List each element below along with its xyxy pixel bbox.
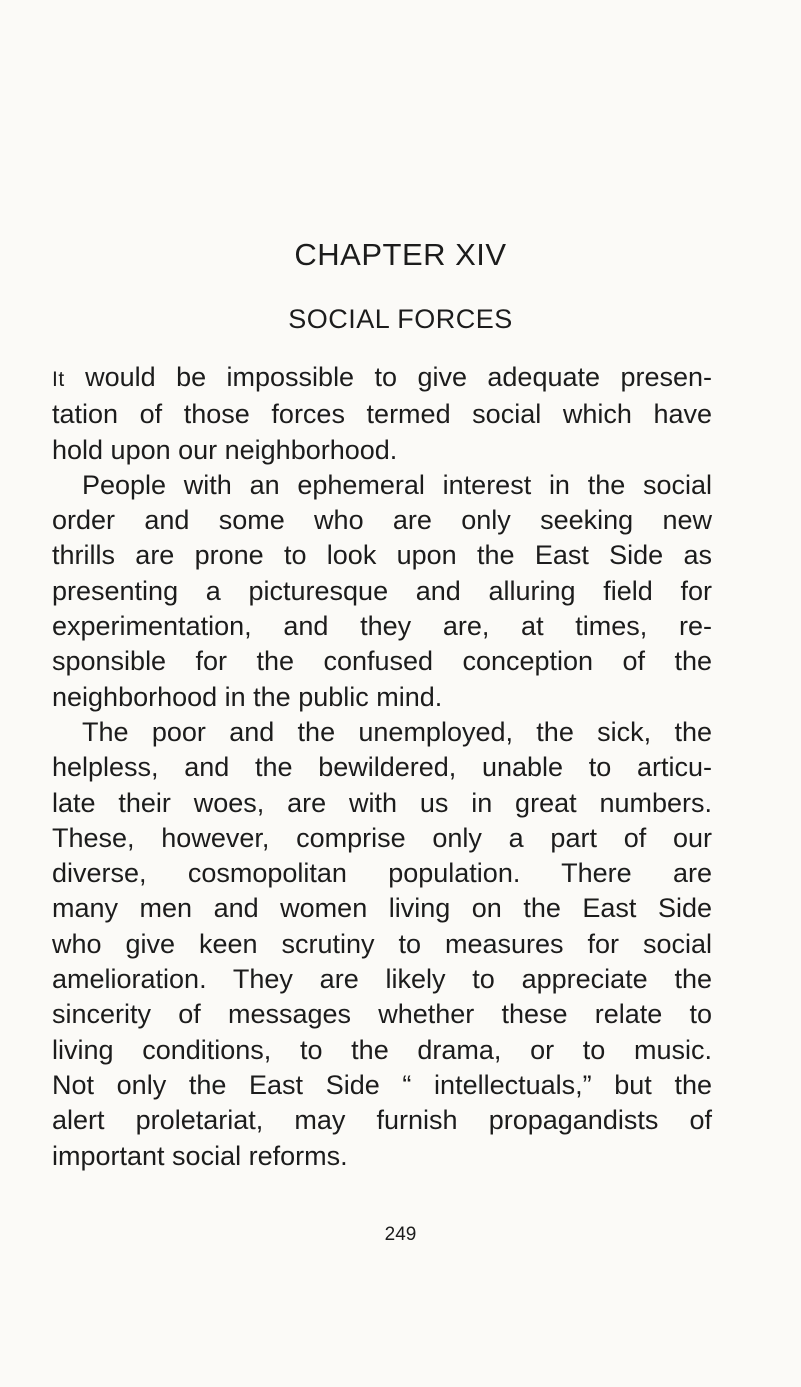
text-line: These, however, comprise only a part of our — [52, 822, 712, 853]
text-line: Not only the East Side “ intellectuals,” but the — [52, 1069, 712, 1100]
chapter-title: SOCIAL FORCES — [288, 304, 513, 334]
text-line: diverse, cosmopolitan population. There are — [52, 858, 712, 889]
text-line: living conditions, to the drama, or to music. — [52, 1034, 712, 1065]
text-line: It would be impossible to give adequate presen- — [52, 362, 712, 392]
text-line: order and some who are only seeking new — [52, 505, 712, 536]
text-line: alert proletariat, may furnish propagandists of — [52, 1105, 712, 1136]
small-caps-lead: It — [52, 368, 65, 391]
page-number: 249 — [384, 1224, 417, 1245]
text-line: important social reforms. — [52, 1140, 348, 1171]
paragraph — [52, 360, 712, 468]
text-line: sincerity of messages whether these relate to — [52, 999, 712, 1030]
text-line: neighborhood in the public mind. — [52, 681, 443, 712]
text-line: helpless, and the bewildered, unable to articu- — [52, 752, 712, 783]
text-line: sponsible for the confused conception of the — [52, 646, 712, 677]
chapter-number: CHAPTER XIV — [294, 237, 507, 272]
text-line: who give keen scrutiny to measures for social — [52, 928, 712, 959]
text-line: many men and women living on the East Side — [52, 893, 712, 924]
text-line: presenting a picturesque and alluring field for — [52, 575, 712, 606]
text-line: experimentation, and they are, at times, re- — [52, 611, 712, 642]
text-line: People with an ephemeral interest in the social — [82, 469, 712, 500]
text-line: thrills are prone to look upon the East Side as — [52, 540, 712, 571]
paragraph — [52, 715, 712, 1174]
text-line: late their woes, are with us in great numbers. — [52, 787, 712, 818]
paragraph — [52, 468, 712, 715]
text-line: The poor and the unemployed, the sick, the — [82, 716, 712, 747]
text-line: amelioration. They are likely to appreciate the — [52, 964, 712, 995]
text-line: hold upon our neighborhood. — [52, 434, 398, 465]
text-line: tation of those forces termed social which have — [52, 399, 712, 430]
body-text — [52, 360, 712, 1174]
